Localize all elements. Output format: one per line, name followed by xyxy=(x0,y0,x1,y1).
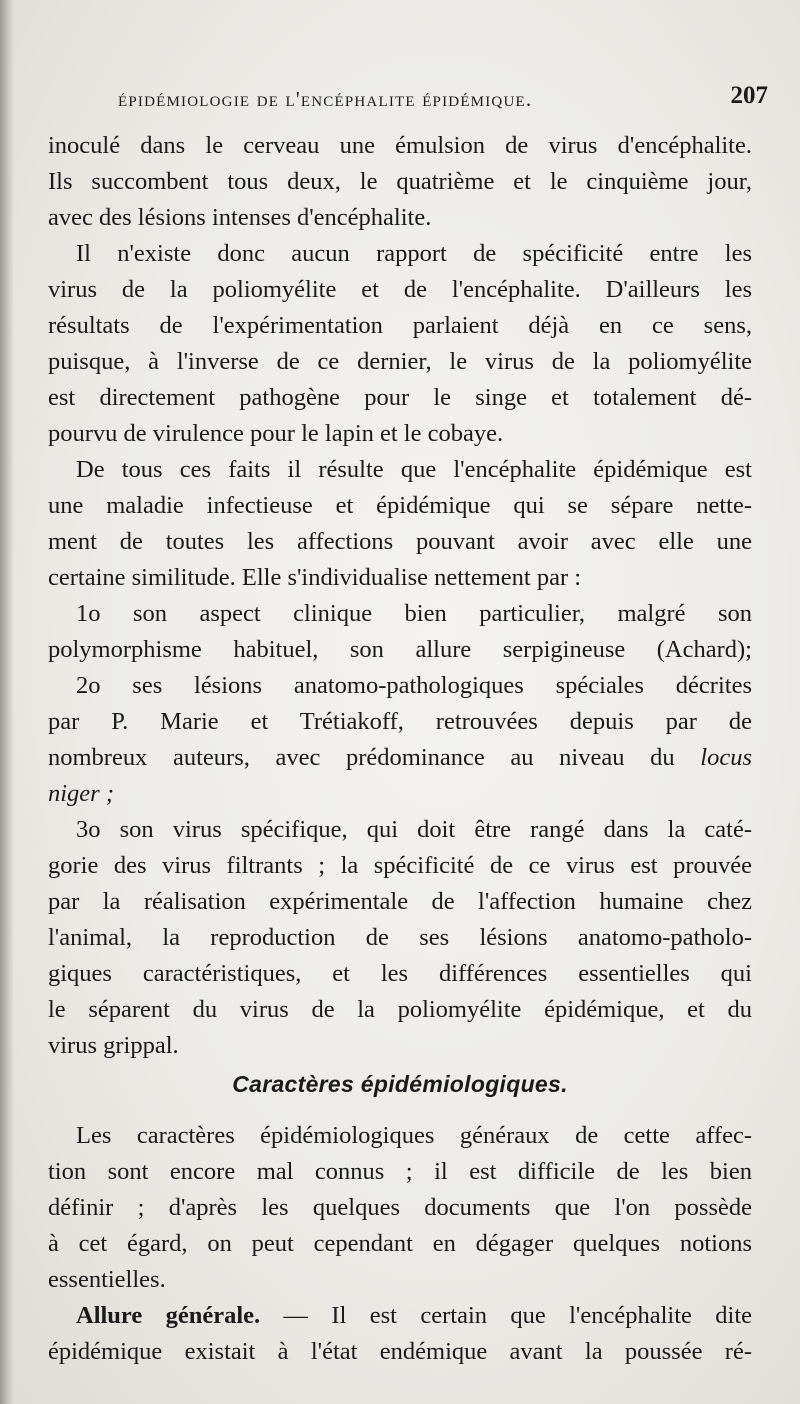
text-line: virus de la poliomyélite et de l'encéphalite. D'ailleurs les xyxy=(48,276,752,303)
page-gutter-shadow xyxy=(0,0,14,1404)
text-line: virus grippal. xyxy=(48,1032,179,1059)
text-line: 1o son aspect clinique bien particulier, malgré son xyxy=(76,600,752,627)
text-line: essentielles. xyxy=(48,1266,166,1293)
text-line: est directement pathogène pour le singe et totalement dé- xyxy=(48,384,752,411)
text-line: tion sont encore mal connus ; il est difficile de les bien xyxy=(48,1158,752,1185)
text-line-with-italic xyxy=(48,740,752,776)
text-line-with-runin-head xyxy=(48,1298,752,1334)
text-line: définir ; d'après les quelques documents que l'on possède xyxy=(48,1194,752,1221)
text-line: Les caractères épidémiologiques généraux de cette affec- xyxy=(76,1122,752,1149)
running-head-title: épidémiologie de l'encéphalite épidémique. xyxy=(118,87,533,111)
text-line: épidémique existait à l'état endémique avant la poussée ré- xyxy=(48,1338,752,1365)
text-line: niger ; xyxy=(48,780,114,807)
text-line: puisque, à l'inverse de ce dernier, le virus de la poliomyélite xyxy=(48,348,752,375)
section-heading: Caractères épidémiologiques. xyxy=(232,1071,568,1097)
text-line: le séparent du virus de la poliomyélite épidémique, et du xyxy=(48,996,752,1023)
text-line: pourvu de virulence pour le lapin et le cobaye. xyxy=(48,420,504,447)
body-text-block-2 xyxy=(48,1118,752,1370)
text-line: résultats de l'expérimentation parlaient déjà en ce sens, xyxy=(48,312,752,339)
text-line: 3o son virus spécifique, qui doit être rangé dans la caté- xyxy=(76,816,752,843)
page-number: 207 xyxy=(730,82,768,109)
running-head xyxy=(118,84,768,114)
text-line-part: nombreux auteurs, avec prédominance au niveau du xyxy=(48,744,675,771)
text-line: certaine similitude. Elle s'individualise nettement par : xyxy=(48,564,582,591)
italic-term: locus xyxy=(700,744,752,771)
text-line: gorie des virus filtrants ; la spécificité de ce virus est prouvée xyxy=(48,852,752,879)
text-line: De tous ces faits il résulte que l'encéphalite épidémique est xyxy=(76,456,752,483)
text-line: par P. Marie et Trétiakoff, retrouvées depuis par de xyxy=(48,708,752,735)
text-line: avec des lésions intenses d'encéphalite. xyxy=(48,204,432,231)
text-line-part: — Il est certain que l'encéphalite dite xyxy=(260,1302,752,1329)
text-line: polymorphisme habituel, son allure serpigineuse (Achard); xyxy=(48,636,752,663)
text-line: l'animal, la reproduction de ses lésions anatomo-patholo- xyxy=(48,924,752,951)
runin-heading: Allure générale. xyxy=(76,1302,261,1329)
text-line: inoculé dans le cerveau une émulsion de virus d'encéphalite. xyxy=(48,132,752,159)
text-line: 2o ses lésions anatomo-pathologiques spéciales décrites xyxy=(76,672,752,699)
text-line: giques caractéristiques, et les différences essentielles qui xyxy=(48,960,752,987)
body-text-block-1 xyxy=(48,128,752,1064)
text-line: Ils succombent tous deux, le quatrième et le cinquième jour, xyxy=(48,168,752,195)
text-line: par la réalisation expérimentale de l'affection humaine chez xyxy=(48,888,752,915)
text-line: Il n'existe donc aucun rapport de spécificité entre les xyxy=(76,240,752,267)
text-line: ment de toutes les affections pouvant avoir avec elle une xyxy=(48,528,752,555)
text-line: une maladie infectieuse et épidémique qui se sépare nette- xyxy=(48,492,752,519)
text-line: à cet égard, on peut cependant en dégager quelques notions xyxy=(48,1230,752,1257)
